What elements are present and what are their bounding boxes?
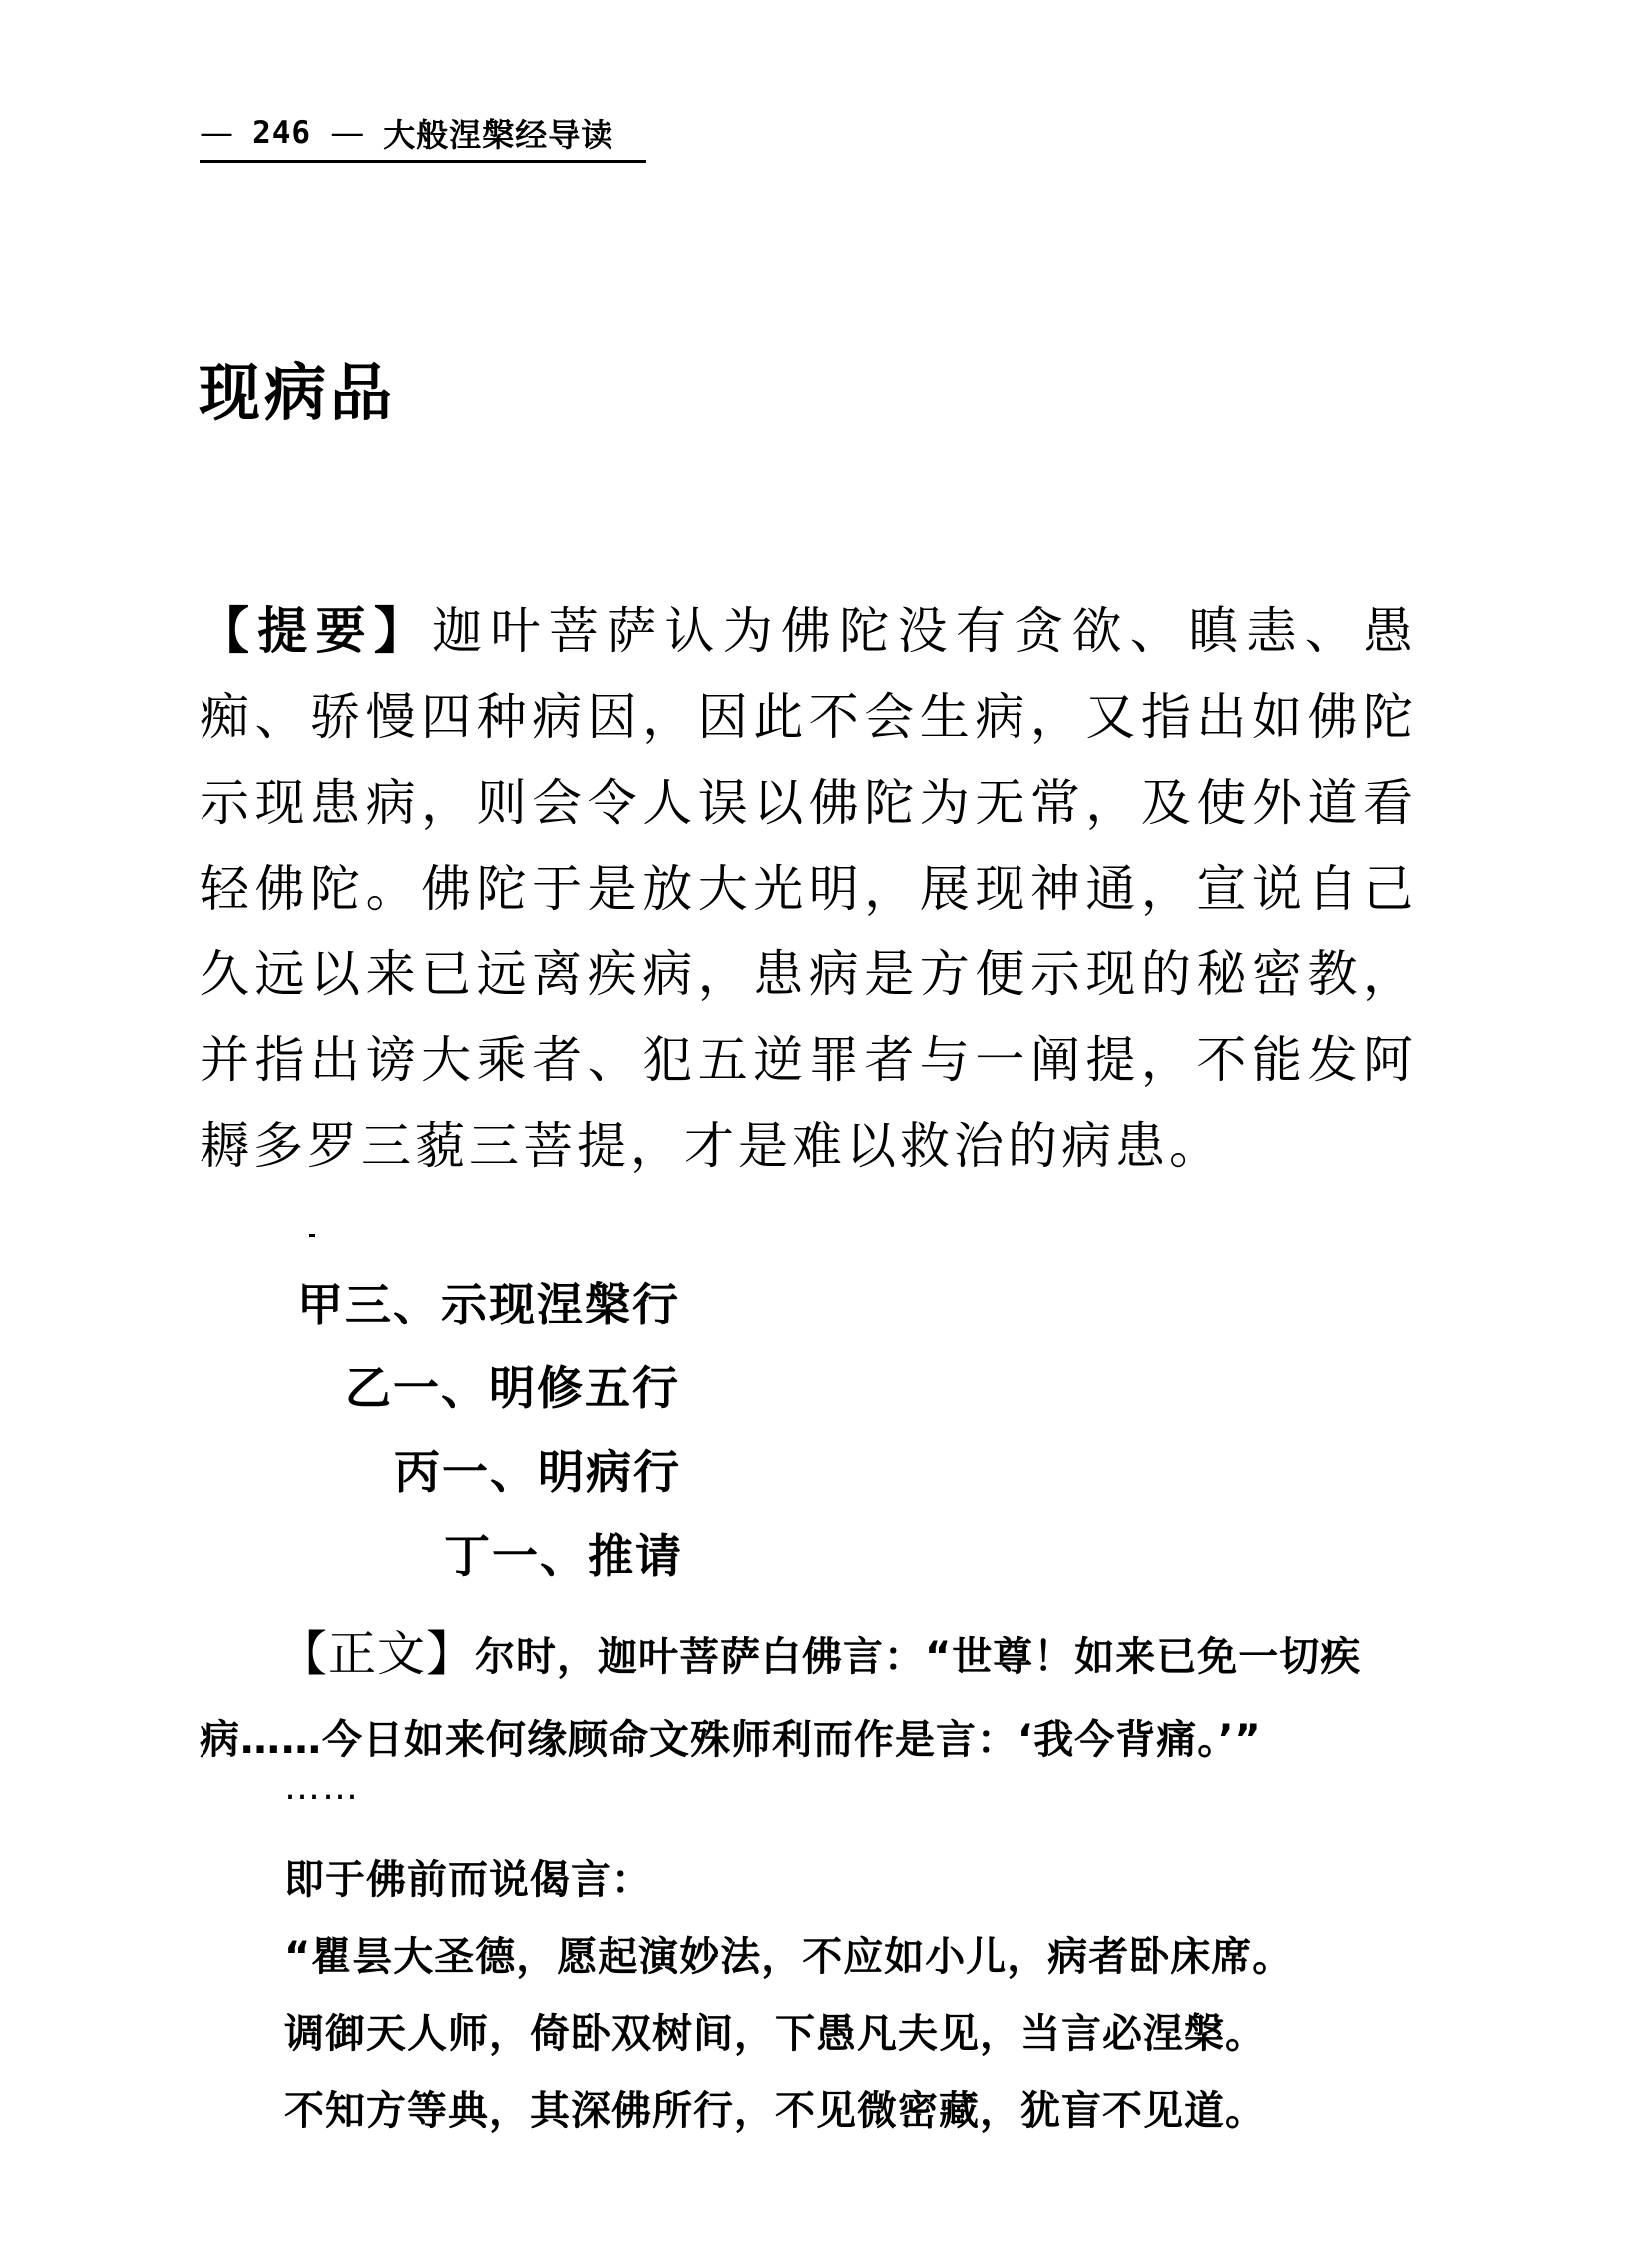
summary-text: 迦叶菩萨认为佛陀没有贪欲、瞋恚、愚痴、骄慢四种病因，因此不会生病，又指出如佛陀示现患病，则会令人误以佛陀为无常，及使外道看轻佛陀。佛陀于是放大光明，展现神通，宣说自己久远以来已远离疾病，患病是方便示现的秘密教，并指出谤大乘者、犯五逆罪者与一阐提，不能发阿耨多罗三藐三菩提，才是难以救治的病患。: [200, 602, 1418, 1175]
main-text-body: 尔时，迦叶菩萨白佛言：“世尊！如来已免一切疾病……今日如来何缘顾命文殊师利而作是言：‘我今背痛。’”: [200, 1634, 1362, 1763]
outline-level-4: 丁一、推请: [444, 1529, 683, 1583]
verse-line: 调御天人师，倚卧双树间，下愚凡夫见，当言必涅槃。: [284, 2011, 1266, 2057]
verse-intro: 即于佛前而说偈言：: [284, 1857, 652, 1903]
summary-paragraph: [200, 588, 1417, 1189]
main-text-paragraph: [200, 1612, 1417, 1782]
summary-tag: 【提要】: [200, 601, 433, 660]
header-dash-left: —: [200, 113, 233, 153]
main-text-tag: 【正文】: [279, 1626, 476, 1682]
book-title: 大般涅槃经导读: [383, 116, 614, 154]
outline-level-2: 乙一、明修五行: [345, 1361, 680, 1415]
verse-line: “瞿昙大圣德，愿起演妙法，不应如小儿，病者卧床席。: [284, 1934, 1294, 1980]
header-dash-right: —: [330, 113, 365, 153]
stray-mark: [309, 1234, 315, 1237]
outline-level-1: 甲三、示现涅槃行: [297, 1278, 680, 1331]
chapter-title: 现病品: [199, 356, 397, 429]
omission-ellipsis: ……: [284, 1767, 360, 1808]
page-number: 246: [252, 115, 312, 151]
outline-level-3: 丙一、明病行: [394, 1445, 681, 1499]
verse-line: 不知方等典，其深佛所行，不见微密藏，犹盲不见道。: [284, 2088, 1266, 2134]
page-header: [200, 110, 646, 163]
